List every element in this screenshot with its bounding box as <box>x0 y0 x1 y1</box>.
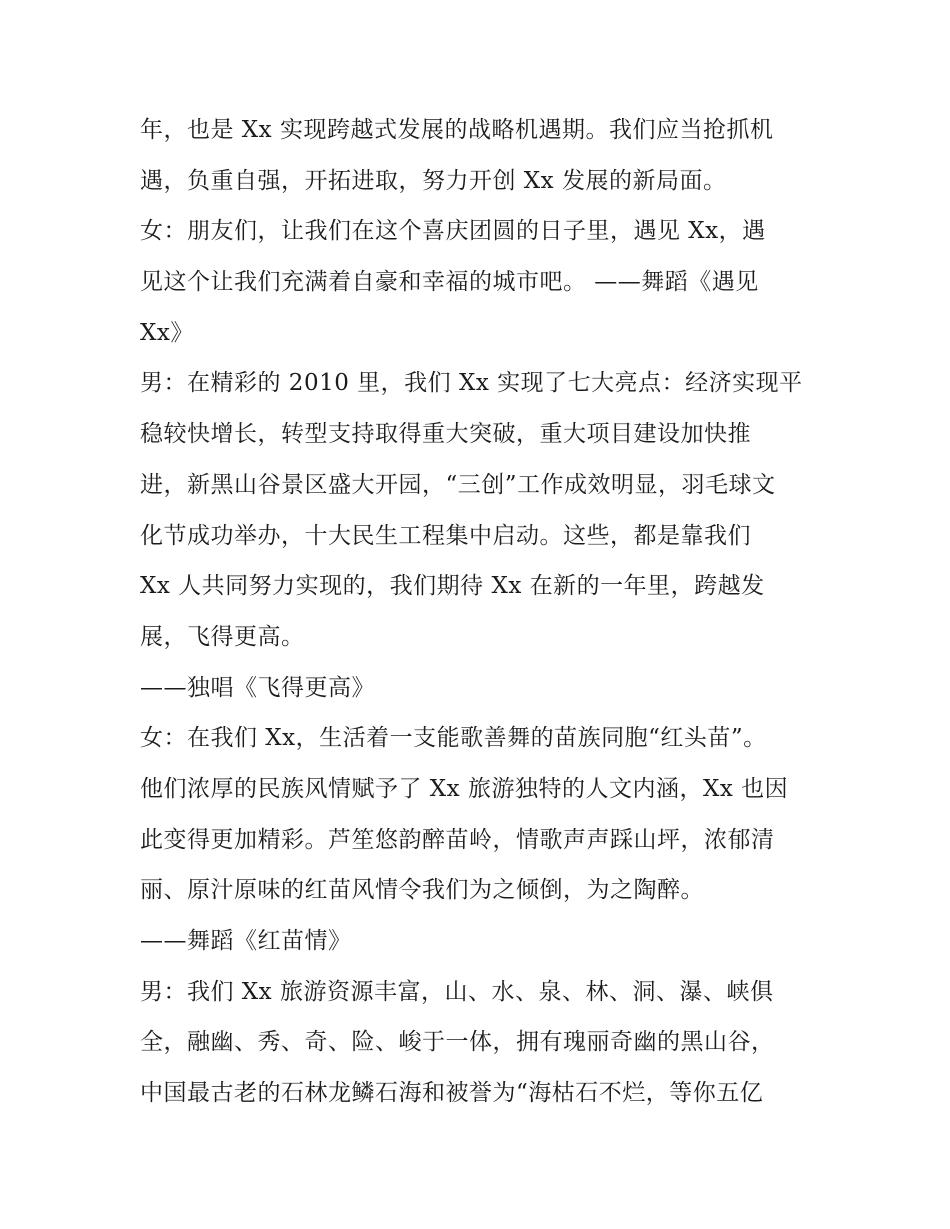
text-line: ——独唱《飞得更高》 <box>140 674 375 701</box>
text-line: 此变得更加精彩。芦笙悠韵醉苗岭，情歌声声踩山坪，浓郁清 <box>140 826 775 853</box>
text-line: 进，新黑山谷景区盛大开园，“三创”工作成效明显，羽毛球文 <box>140 471 776 498</box>
text-line: 男：我们 Xx 旅游资源丰富，山、水、泉、林、洞、瀑、峡俱 <box>140 978 774 1005</box>
text-line: 女：朋友们，让我们在这个喜庆团圆的日子里，遇见 Xx，遇 <box>140 218 766 245</box>
text-line: Xx》 <box>140 319 194 346</box>
text-line: 女：在我们 Xx，生活着一支能歌善舞的苗族同胞“红头苗”。 <box>140 725 767 752</box>
text-line: 全，融幽、秀、奇、险、峻于一体，拥有瑰丽奇幽的黑山谷， <box>140 1029 775 1056</box>
document-body <box>140 105 815 1119</box>
text-line: 稳较快增长，转型支持取得重大突破，重大项目建设加快推 <box>140 421 751 448</box>
text-line: ——舞蹈《红苗情》 <box>140 928 352 954</box>
text-line: 展，飞得更高。 <box>140 623 305 650</box>
text-line: 年，也是 Xx 实现跨越式发展的战略机遇期。我们应当抢抓机 <box>140 117 774 143</box>
text-line: 丽、原汁原味的红苗风情令我们为之倾倒，为之陶醉。 <box>140 877 704 904</box>
text-line: 见这个让我们充满着自豪和幸福的城市吧。 ——舞蹈《遇见 <box>140 269 759 296</box>
text-line: 他们浓厚的民族风情赋予了 Xx 旅游独特的人文内涵，Xx 也因 <box>140 775 789 802</box>
text-line: 中国最古老的石林龙鳞石海和被誉为“海枯石不烂，等你五亿 <box>140 1080 764 1107</box>
text-line: 男：在精彩的 2010 里，我们 Xx 实现了七大亮点：经济实现平 <box>140 370 803 397</box>
text-line: Xx 人共同努力实现的，我们期待 Xx 在新的一年里，跨越发 <box>140 573 765 600</box>
text-line: 化节成功举办，十大民生工程集中启动。这些，都是靠我们 <box>140 522 751 549</box>
text-line: 遇，负重自强，开拓进取，努力开创 Xx 发展的新局面。 <box>140 167 727 194</box>
